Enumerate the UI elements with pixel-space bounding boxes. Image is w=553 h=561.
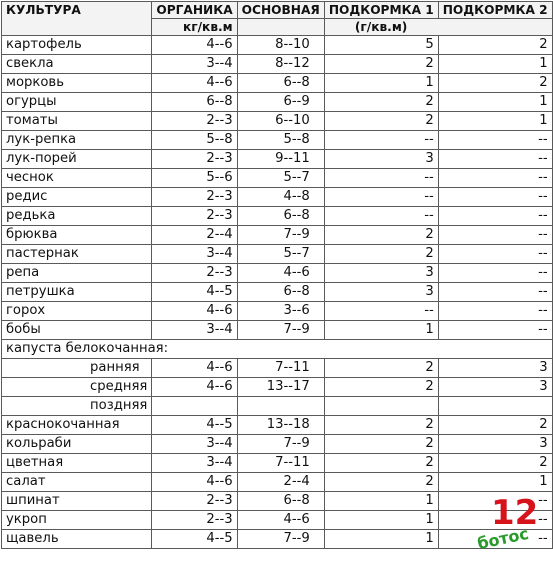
row-feed1: 1 (324, 511, 438, 530)
header-feed1: ПОДКОРМКА 1 (324, 2, 438, 19)
row-name: лук-порей (2, 150, 152, 169)
table-row (2, 435, 553, 454)
row-name: щавель (2, 530, 152, 549)
row-organic: 2--3 (152, 492, 237, 511)
row-organic: 2--3 (152, 188, 237, 207)
row-name: цветная (2, 454, 152, 473)
header-feed-unit: (г/кв.м) (324, 19, 552, 36)
row-main: 7--11 (237, 454, 324, 473)
row-name: свекла (2, 55, 152, 74)
row-main: 7--9 (237, 435, 324, 454)
row-organic: 2--3 (152, 150, 237, 169)
row-feed2: -- (438, 245, 552, 264)
row-feed1: 2 (324, 473, 438, 492)
row-feed1: 2 (324, 55, 438, 74)
row-feed2: 1 (438, 112, 552, 131)
table-row (2, 340, 553, 359)
row-name: укроп (2, 511, 152, 530)
table-row (2, 454, 553, 473)
table-row (2, 207, 553, 226)
table-row (2, 473, 553, 492)
row-organic: 5--6 (152, 169, 237, 188)
table-row (2, 55, 553, 74)
row-main: 6--9 (237, 93, 324, 112)
row-organic: 4--6 (152, 473, 237, 492)
table-row (2, 321, 553, 340)
row-name: горох (2, 302, 152, 321)
row-organic: 4--6 (152, 378, 237, 397)
table-row (2, 245, 553, 264)
table-row (2, 492, 553, 511)
table-row (2, 397, 553, 416)
row-organic: 4--6 (152, 74, 237, 93)
row-name: ранняя (2, 359, 152, 378)
row-feed1: 2 (324, 416, 438, 435)
row-organic: 3--4 (152, 435, 237, 454)
row-feed1: 2 (324, 435, 438, 454)
table-row (2, 226, 553, 245)
header-organic: ОРГАНИКА (152, 2, 237, 19)
row-feed2: -- (438, 264, 552, 283)
row-feed2: -- (438, 302, 552, 321)
row-main: 3--6 (237, 302, 324, 321)
row-main: 13--17 (237, 378, 324, 397)
table-row (2, 359, 553, 378)
row-organic: 2--3 (152, 207, 237, 226)
row-main: 9--11 (237, 150, 324, 169)
row-feed2: -- (438, 511, 552, 530)
row-name: поздняя (2, 397, 152, 416)
row-organic: 2--3 (152, 112, 237, 131)
row-feed1: 1 (324, 530, 438, 549)
row-main: 4--8 (237, 188, 324, 207)
row-feed1: 2 (324, 226, 438, 245)
row-main: 5--7 (237, 169, 324, 188)
table-row (2, 188, 553, 207)
row-feed2: -- (438, 226, 552, 245)
watermark-logo (477, 493, 539, 555)
row-name: кольраби (2, 435, 152, 454)
row-feed2: -- (438, 321, 552, 340)
row-feed2: -- (438, 131, 552, 150)
row-feed1: 3 (324, 264, 438, 283)
row-feed2: -- (438, 150, 552, 169)
row-name: томаты (2, 112, 152, 131)
row-feed2: 3 (438, 435, 552, 454)
row-feed1: 2 (324, 359, 438, 378)
table-row (2, 93, 553, 112)
row-organic: 4--5 (152, 416, 237, 435)
row-name: огурцы (2, 93, 152, 112)
row-organic: 4--6 (152, 302, 237, 321)
row-main: 4--6 (237, 264, 324, 283)
row-feed2: -- (438, 169, 552, 188)
row-feed1: 5 (324, 36, 438, 55)
row-main: 5--7 (237, 245, 324, 264)
row-name: картофель (2, 36, 152, 55)
row-main: 7--11 (237, 359, 324, 378)
row-organic: 4--6 (152, 359, 237, 378)
row-name: краснокочанная (2, 416, 152, 435)
table-row (2, 530, 553, 549)
row-name: салат (2, 473, 152, 492)
row-feed2: 2 (438, 416, 552, 435)
row-feed1: -- (324, 169, 438, 188)
row-feed2: -- (438, 530, 552, 549)
row-feed2: 3 (438, 359, 552, 378)
row-name: брюква (2, 226, 152, 245)
row-feed2: -- (438, 283, 552, 302)
row-organic: 2--3 (152, 264, 237, 283)
row-organic: 6--8 (152, 93, 237, 112)
header-feed2: ПОДКОРМКА 2 (438, 2, 552, 19)
row-feed2: -- (438, 492, 552, 511)
row-name: редька (2, 207, 152, 226)
row-organic: 2--4 (152, 226, 237, 245)
row-feed2: -- (438, 207, 552, 226)
table-row (2, 302, 553, 321)
row-main: 6--8 (237, 492, 324, 511)
row-main: 8--10 (237, 36, 324, 55)
row-feed2: 1 (438, 93, 552, 112)
fertilizer-table (1, 1, 553, 549)
row-main: 4--6 (237, 511, 324, 530)
row-organic: 4--6 (152, 36, 237, 55)
header-culture: КУЛЬТУРА (2, 2, 152, 36)
row-feed1: 2 (324, 454, 438, 473)
row-feed2: 2 (438, 36, 552, 55)
row-name: лук-репка (2, 131, 152, 150)
cabbage-group-label: капуста белокочанная: (2, 340, 553, 359)
row-main: 6--8 (237, 74, 324, 93)
table-row (2, 150, 553, 169)
row-name: репа (2, 264, 152, 283)
row-name: морковь (2, 74, 152, 93)
row-feed1: -- (324, 131, 438, 150)
row-organic: 3--4 (152, 55, 237, 74)
row-name: чеснок (2, 169, 152, 188)
row-organic: 3--4 (152, 245, 237, 264)
row-main: 6--8 (237, 207, 324, 226)
row-feed1: 1 (324, 321, 438, 340)
row-feed2: 2 (438, 454, 552, 473)
table-row (2, 416, 553, 435)
row-main: 7--9 (237, 226, 324, 245)
row-feed1: -- (324, 188, 438, 207)
row-name: бобы (2, 321, 152, 340)
row-organic: 5--8 (152, 131, 237, 150)
row-main: 7--9 (237, 530, 324, 549)
row-name: редис (2, 188, 152, 207)
row-feed2: 1 (438, 473, 552, 492)
table-row (2, 169, 553, 188)
row-feed1: 2 (324, 378, 438, 397)
table-row (2, 511, 553, 530)
table-row (2, 74, 553, 93)
row-feed1: 2 (324, 93, 438, 112)
table-row (2, 112, 553, 131)
table-row (2, 283, 553, 302)
row-feed1: -- (324, 302, 438, 321)
row-main: 5--8 (237, 131, 324, 150)
table-row (2, 378, 553, 397)
row-feed1: -- (324, 207, 438, 226)
row-main: 2--4 (237, 473, 324, 492)
header-main: ОСНОВНАЯ (237, 2, 324, 19)
row-feed1: 1 (324, 492, 438, 511)
watermark-number: 12 (491, 493, 539, 533)
row-feed1: 2 (324, 245, 438, 264)
row-feed2: 1 (438, 55, 552, 74)
row-main: 6--10 (237, 112, 324, 131)
row-name: шпинат (2, 492, 152, 511)
table-row (2, 264, 553, 283)
row-feed1: 3 (324, 150, 438, 169)
header-organic-unit: кг/кв.м (152, 19, 237, 36)
row-feed1: 2 (324, 112, 438, 131)
table-row (2, 36, 553, 55)
row-feed1: 3 (324, 283, 438, 302)
table-row (2, 131, 553, 150)
row-organic: 2--3 (152, 511, 237, 530)
row-feed2: 2 (438, 74, 552, 93)
row-feed2: -- (438, 188, 552, 207)
row-organic: 3--4 (152, 454, 237, 473)
row-feed1: 1 (324, 74, 438, 93)
row-name: петрушка (2, 283, 152, 302)
watermark-text: ботос (475, 523, 531, 554)
row-main: 8--12 (237, 55, 324, 74)
row-name: пастернак (2, 245, 152, 264)
row-feed2: 3 (438, 378, 552, 397)
row-organic: 4--5 (152, 530, 237, 549)
row-main: 7--9 (237, 321, 324, 340)
row-main: 13--18 (237, 416, 324, 435)
row-organic: 3--4 (152, 321, 237, 340)
row-main: 6--8 (237, 283, 324, 302)
row-organic: 4--5 (152, 283, 237, 302)
row-name: средняя (2, 378, 152, 397)
